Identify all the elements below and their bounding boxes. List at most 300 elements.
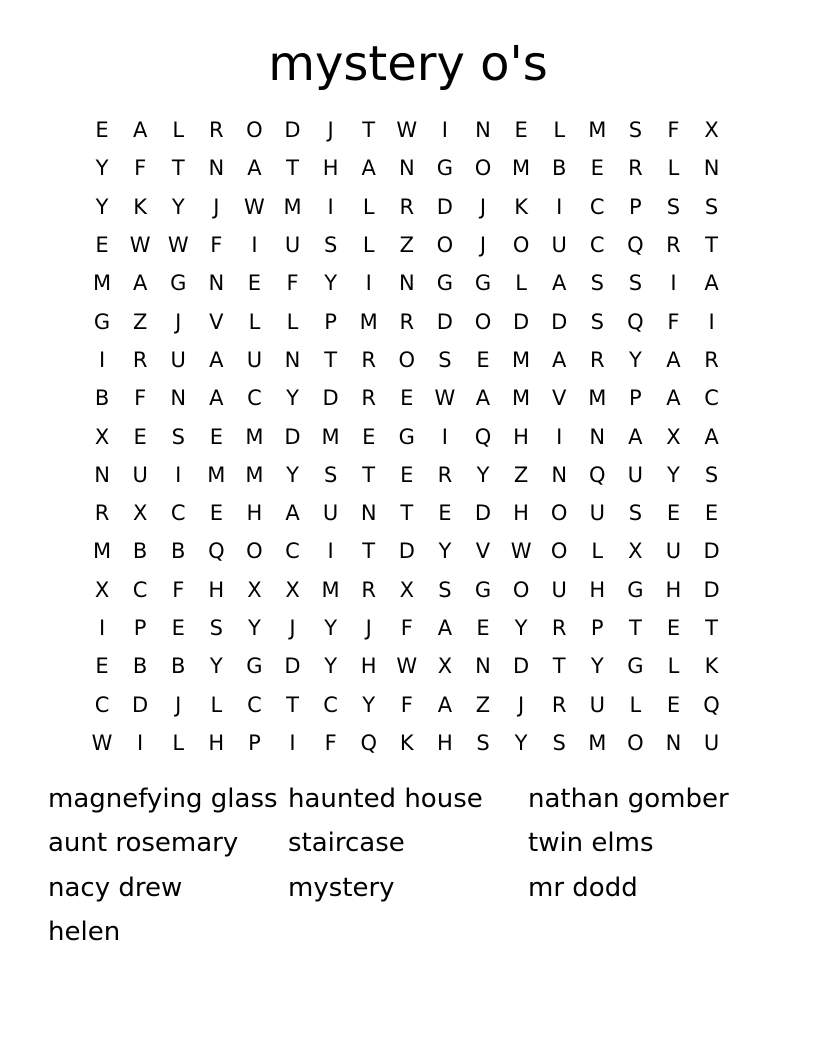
grid-letter: N xyxy=(94,462,110,487)
grid-letter: L xyxy=(553,118,566,143)
word-list-item: nacy drew xyxy=(48,872,183,903)
grid-letter: N xyxy=(589,424,606,449)
grid-letter: L xyxy=(172,118,185,143)
grid-letter: C xyxy=(170,501,186,526)
grid-letter: A xyxy=(437,616,453,640)
grid-letter: W xyxy=(167,233,189,258)
grid-letter: I xyxy=(98,616,106,640)
grid-letter: G xyxy=(474,271,492,296)
grid-letter: D xyxy=(512,309,530,334)
grid-letter: M xyxy=(588,730,607,755)
grid-letter: U xyxy=(284,233,301,258)
grid-letter: E xyxy=(95,118,109,143)
grid-letter: O xyxy=(550,539,568,564)
grid-letter: B xyxy=(132,539,148,564)
grid-letter: L xyxy=(362,233,375,258)
grid-letter: H xyxy=(513,501,529,526)
grid-letter: R xyxy=(361,347,376,372)
grid-letter: I xyxy=(708,309,715,334)
grid-letter: Q xyxy=(627,233,644,258)
grid-letter: I xyxy=(327,539,334,564)
grid-letter: R xyxy=(551,692,567,717)
grid-letter: I xyxy=(137,730,144,755)
grid-letter: C xyxy=(323,692,338,717)
grid-letter: E xyxy=(666,692,681,717)
grid-letter: R xyxy=(209,118,224,143)
grid-letter: A xyxy=(247,156,262,181)
grid-letter: P xyxy=(629,194,642,219)
grid-letter: E xyxy=(590,156,604,181)
grid-letter: F xyxy=(134,156,147,181)
grid-letter: S xyxy=(438,577,452,602)
grid-letter: P xyxy=(133,616,147,640)
word-list-item: mr dodd xyxy=(528,872,638,903)
grid-letter: A xyxy=(551,271,567,296)
grid-letter: H xyxy=(589,577,606,602)
grid-letter: O xyxy=(627,730,644,755)
grid-letter: N xyxy=(551,462,568,487)
grid-letter: A xyxy=(285,501,300,526)
grid-letter: T xyxy=(362,462,376,487)
grid-letter: I xyxy=(289,730,296,755)
grid-letter: S xyxy=(666,194,681,219)
grid-letter: D xyxy=(284,654,301,679)
word-list-item: nathan gomber xyxy=(528,784,729,814)
grid-letter: S xyxy=(628,271,643,296)
grid-letter: Q xyxy=(589,462,606,487)
grid-letter: H xyxy=(436,730,453,755)
grid-letter: I xyxy=(556,194,563,219)
grid-letter: F xyxy=(400,616,413,640)
grid-letter: M xyxy=(321,577,340,602)
grid-letter: T xyxy=(705,616,718,640)
grid-letter: A xyxy=(437,692,453,717)
grid-letter: R xyxy=(437,462,453,487)
grid-letter: R xyxy=(399,309,415,334)
grid-letter: L xyxy=(286,309,299,334)
grid-letter: L xyxy=(248,309,261,334)
grid-letter: R xyxy=(704,347,719,372)
grid-letter: L xyxy=(591,539,604,564)
grid-letter: Q xyxy=(208,539,225,564)
grid-letter: J xyxy=(365,616,372,640)
grid-letter: I xyxy=(365,271,372,296)
grid-letter: U xyxy=(322,501,339,526)
grid-letter: M xyxy=(207,462,226,487)
grid-letter: E xyxy=(362,424,376,449)
grid-letter: L xyxy=(172,730,185,755)
grid-letter: V xyxy=(551,386,567,411)
grid-letter: N xyxy=(398,271,415,296)
grid-letter: E xyxy=(171,616,185,640)
grid-letter: Y xyxy=(514,730,528,755)
word-list-item: staircase xyxy=(288,828,405,859)
grid-letter: M xyxy=(512,347,531,372)
grid-letter: Q xyxy=(474,424,492,449)
grid-letter: K xyxy=(133,194,148,219)
grid-letter: S xyxy=(590,271,604,296)
grid-letter: K xyxy=(399,730,414,755)
grid-letter: N xyxy=(284,347,301,372)
grid-letter: A xyxy=(209,347,224,372)
grid-letter: F xyxy=(134,386,147,411)
grid-letter: L xyxy=(515,271,527,296)
letter-grid xyxy=(83,111,731,762)
grid-letter: U xyxy=(551,233,567,258)
grid-letter: Q xyxy=(627,309,644,334)
grid-letter: G xyxy=(398,424,415,449)
grid-letter: Q xyxy=(360,730,377,755)
grid-letter: Q xyxy=(703,692,720,717)
grid-letter: Y xyxy=(95,194,109,219)
grid-letter: N xyxy=(208,271,225,296)
grid-letter: J xyxy=(517,692,525,717)
grid-letter: M xyxy=(245,424,264,449)
grid-letter: R xyxy=(399,194,415,219)
grid-letter: H xyxy=(322,156,339,181)
grid-letter: A xyxy=(704,424,719,449)
grid-letter: O xyxy=(246,539,263,564)
grid-letter: S xyxy=(628,118,643,143)
grid-letter: W xyxy=(434,386,456,411)
grid-letter: Y xyxy=(248,616,261,640)
grid-letter: D xyxy=(436,194,453,219)
grid-letter: O xyxy=(550,501,568,526)
grid-letter: B xyxy=(551,156,567,181)
grid-letter: I xyxy=(175,462,182,487)
grid-letter: L xyxy=(629,692,642,717)
grid-letter: D xyxy=(474,501,492,526)
grid-letter: A xyxy=(361,156,376,181)
grid-letter: S xyxy=(323,233,338,258)
grid-letter: Y xyxy=(324,271,338,296)
grid-letter: D xyxy=(703,577,720,602)
grid-letter: E xyxy=(400,386,414,411)
grid-letter: X xyxy=(628,539,643,564)
grid-letter: R xyxy=(551,616,567,640)
grid-letter: J xyxy=(327,118,334,143)
grid-letter: B xyxy=(171,539,186,564)
grid-letter: X xyxy=(666,424,681,449)
grid-letter: P xyxy=(629,386,642,411)
grid-letter: T xyxy=(628,616,642,640)
grid-letter: A xyxy=(704,271,719,296)
grid-letter: S xyxy=(323,462,338,487)
grid-letter: B xyxy=(94,386,110,411)
grid-letter: T xyxy=(400,501,414,526)
grid-letter: M xyxy=(283,194,302,219)
grid-letter: Y xyxy=(286,386,299,411)
grid-letter: G xyxy=(93,309,111,334)
grid-letter: A xyxy=(132,271,148,296)
grid-letter: U xyxy=(246,347,263,372)
grid-letter: C xyxy=(589,233,605,258)
grid-letter: P xyxy=(248,730,261,755)
grid-letter: A xyxy=(628,424,643,449)
grid-letter: I xyxy=(441,118,448,143)
grid-letter: O xyxy=(474,156,492,181)
grid-letter: R xyxy=(361,577,376,602)
grid-letter: H xyxy=(208,730,225,755)
grid-letter: O xyxy=(474,309,492,334)
grid-letter: U xyxy=(132,462,148,487)
grid-letter: J xyxy=(479,194,487,219)
grid-letter: S xyxy=(476,730,490,755)
grid-letter: Y xyxy=(514,616,528,640)
grid-letter: K xyxy=(704,654,719,679)
grid-letter: D xyxy=(512,654,530,679)
grid-letter: M xyxy=(512,156,531,181)
grid-letter: N xyxy=(703,156,720,181)
grid-letter: W xyxy=(91,730,113,755)
word-list-item: haunted house xyxy=(288,784,483,814)
grid-letter: A xyxy=(132,118,148,143)
grid-letter: S xyxy=(628,501,643,526)
grid-letter: J xyxy=(213,194,220,219)
grid-letter: F xyxy=(210,233,223,258)
grid-letter: M xyxy=(588,386,607,411)
grid-letter: D xyxy=(436,309,453,334)
grid-letter: I xyxy=(441,424,448,449)
grid-letter: B xyxy=(171,654,186,679)
grid-letter: P xyxy=(324,309,337,334)
grid-letter: E xyxy=(666,616,681,640)
grid-letter: H xyxy=(513,424,529,449)
grid-letter: Y xyxy=(476,462,490,487)
grid-letter: X xyxy=(437,654,453,679)
grid-letter: S xyxy=(209,616,223,640)
grid-letter: N xyxy=(398,156,415,181)
grid-letter: T xyxy=(171,156,185,181)
grid-letter: A xyxy=(551,347,567,372)
grid-letter: F xyxy=(172,577,185,602)
grid-letter: G xyxy=(246,654,263,679)
grid-letter: T xyxy=(552,654,566,679)
grid-letter: H xyxy=(360,654,377,679)
grid-letter: R xyxy=(666,233,681,258)
grid-letter: E xyxy=(400,462,414,487)
grid-letter: E xyxy=(438,501,452,526)
grid-letter: E xyxy=(95,233,109,258)
grid-letter: D xyxy=(551,309,568,334)
grid-letter: D xyxy=(703,539,720,564)
grid-letter: M xyxy=(359,309,378,334)
grid-letter: W xyxy=(244,194,265,219)
grid-letter: X xyxy=(132,501,148,526)
grid-letter: F xyxy=(286,271,299,296)
grid-letter: T xyxy=(324,347,338,372)
grid-letter: K xyxy=(514,194,528,219)
grid-letter: C xyxy=(132,577,148,602)
grid-letter: Z xyxy=(475,692,491,717)
grid-letter: F xyxy=(400,692,413,717)
grid-letter: H xyxy=(208,577,225,602)
word-list-item: mystery xyxy=(288,872,395,903)
grid-letter: N xyxy=(360,501,377,526)
grid-letter: S xyxy=(590,309,604,334)
grid-letter: G xyxy=(170,271,187,296)
grid-letter: D xyxy=(322,386,339,411)
grid-letter: T xyxy=(286,692,299,717)
grid-letter: J xyxy=(175,309,182,334)
grid-letter: I xyxy=(98,347,106,372)
grid-letter: Y xyxy=(286,462,299,487)
grid-letter: E xyxy=(247,271,262,296)
grid-letter: S xyxy=(552,730,566,755)
grid-letter: C xyxy=(247,692,262,717)
grid-letter: D xyxy=(398,539,415,564)
grid-letter: F xyxy=(667,118,680,143)
grid-letter: Z xyxy=(513,462,529,487)
grid-letter: Y xyxy=(362,692,376,717)
grid-letter: L xyxy=(667,654,680,679)
grid-letter: F xyxy=(667,309,680,334)
grid-letter: X xyxy=(399,577,414,602)
grid-letter: M xyxy=(588,118,607,143)
grid-letter: X xyxy=(94,424,110,449)
word-list-item: helen xyxy=(48,916,121,947)
grid-letter: U xyxy=(170,347,186,372)
grid-letter: Y xyxy=(590,654,604,679)
grid-letter: Y xyxy=(209,654,223,679)
grid-letter: W xyxy=(396,118,418,143)
grid-letter: O xyxy=(436,233,454,258)
word-list xyxy=(48,777,768,954)
grid-letter: M xyxy=(321,424,340,449)
grid-letter: S xyxy=(704,194,719,219)
grid-letter: N xyxy=(475,118,491,143)
grid-letter: Y xyxy=(95,156,109,181)
word-list-item: twin elms xyxy=(528,828,654,859)
grid-letter: C xyxy=(589,194,605,219)
grid-letter: M xyxy=(92,539,112,564)
grid-letter: Y xyxy=(171,194,185,219)
grid-letter: G xyxy=(436,156,454,181)
grid-letter: O xyxy=(246,118,263,143)
grid-letter: O xyxy=(512,233,530,258)
grid-letter: X xyxy=(94,577,110,602)
grid-letter: Y xyxy=(324,616,338,640)
grid-letter: E xyxy=(666,501,681,526)
grid-letter: T xyxy=(362,539,376,564)
grid-letter: A xyxy=(666,386,681,411)
grid-letter: C xyxy=(247,386,262,411)
grid-letter: R xyxy=(94,501,110,526)
grid-letter: U xyxy=(665,539,682,564)
grid-letter: Z xyxy=(132,309,148,334)
grid-letter: V xyxy=(475,539,491,564)
grid-letter: Y xyxy=(438,539,452,564)
grid-letter: I xyxy=(556,424,563,449)
grid-letter: O xyxy=(512,577,530,602)
grid-letter: V xyxy=(209,309,224,334)
grid-letter: R xyxy=(589,347,605,372)
grid-letter: T xyxy=(362,118,376,143)
grid-letter: L xyxy=(667,156,680,181)
grid-letter: R xyxy=(628,156,643,181)
grid-letter: A xyxy=(475,386,491,411)
grid-letter: Y xyxy=(667,462,680,487)
grid-letter: I xyxy=(251,233,258,258)
grid-letter: R xyxy=(361,386,376,411)
grid-letter: Z xyxy=(399,233,414,258)
grid-letter: R xyxy=(132,347,148,372)
grid-letter: E xyxy=(514,118,528,143)
grid-letter: U xyxy=(551,577,567,602)
grid-letter: J xyxy=(289,616,296,640)
grid-letter: L xyxy=(210,692,223,717)
grid-letter: E xyxy=(133,424,147,449)
grid-letter: X xyxy=(285,577,300,602)
grid-letter: M xyxy=(512,386,531,411)
grid-letter: S xyxy=(704,462,719,487)
grid-letter: B xyxy=(132,654,148,679)
page-title: mystery o's xyxy=(268,36,548,92)
grid-letter: W xyxy=(129,233,151,258)
grid-letter: C xyxy=(704,386,719,411)
grid-letter: G xyxy=(436,271,454,296)
grid-letter: I xyxy=(327,194,334,219)
grid-letter: E xyxy=(209,501,223,526)
grid-letter: A xyxy=(666,347,681,372)
grid-letter: N xyxy=(170,386,187,411)
grid-letter: T xyxy=(705,233,718,258)
grid-letter: S xyxy=(171,424,185,449)
grid-letter: J xyxy=(479,233,487,258)
grid-letter: J xyxy=(175,692,182,717)
grid-letter: U xyxy=(589,501,605,526)
grid-letter: N xyxy=(208,156,225,181)
grid-letter: M xyxy=(92,271,112,296)
grid-letter: W xyxy=(396,654,418,679)
grid-letter: E xyxy=(476,616,490,640)
grid-letter: E xyxy=(95,654,109,679)
grid-letter: N xyxy=(475,654,491,679)
grid-letter: M xyxy=(245,462,264,487)
grid-letter: I xyxy=(670,271,677,296)
grid-letter: G xyxy=(627,654,644,679)
grid-letter: O xyxy=(398,347,416,372)
word-list-item: aunt rosemary xyxy=(48,828,239,859)
grid-letter: U xyxy=(627,462,644,487)
grid-letter: Y xyxy=(324,654,338,679)
grid-letter: F xyxy=(324,730,337,755)
grid-letter: X xyxy=(247,577,262,602)
grid-letter: N xyxy=(665,730,682,755)
grid-letter: S xyxy=(438,347,452,372)
grid-letter: G xyxy=(474,577,492,602)
grid-letter: H xyxy=(665,577,682,602)
grid-letter: H xyxy=(246,501,263,526)
grid-letter: D xyxy=(284,118,301,143)
grid-letter: C xyxy=(285,539,300,564)
grid-letter: W xyxy=(510,539,532,564)
grid-letter: Y xyxy=(628,347,642,372)
grid-letter: E xyxy=(476,347,490,372)
grid-letter: E xyxy=(704,501,719,526)
grid-letter: G xyxy=(627,577,644,602)
grid-letter: U xyxy=(589,692,605,717)
grid-letter: E xyxy=(209,424,223,449)
grid-letter: A xyxy=(209,386,224,411)
word-list-item: magnefying glass xyxy=(48,784,278,814)
grid-letter: T xyxy=(286,156,299,181)
grid-letter: D xyxy=(132,692,149,717)
grid-letter: L xyxy=(362,194,375,219)
grid-letter: U xyxy=(703,730,720,755)
grid-letter: C xyxy=(94,692,110,717)
grid-letter: X xyxy=(704,118,719,143)
